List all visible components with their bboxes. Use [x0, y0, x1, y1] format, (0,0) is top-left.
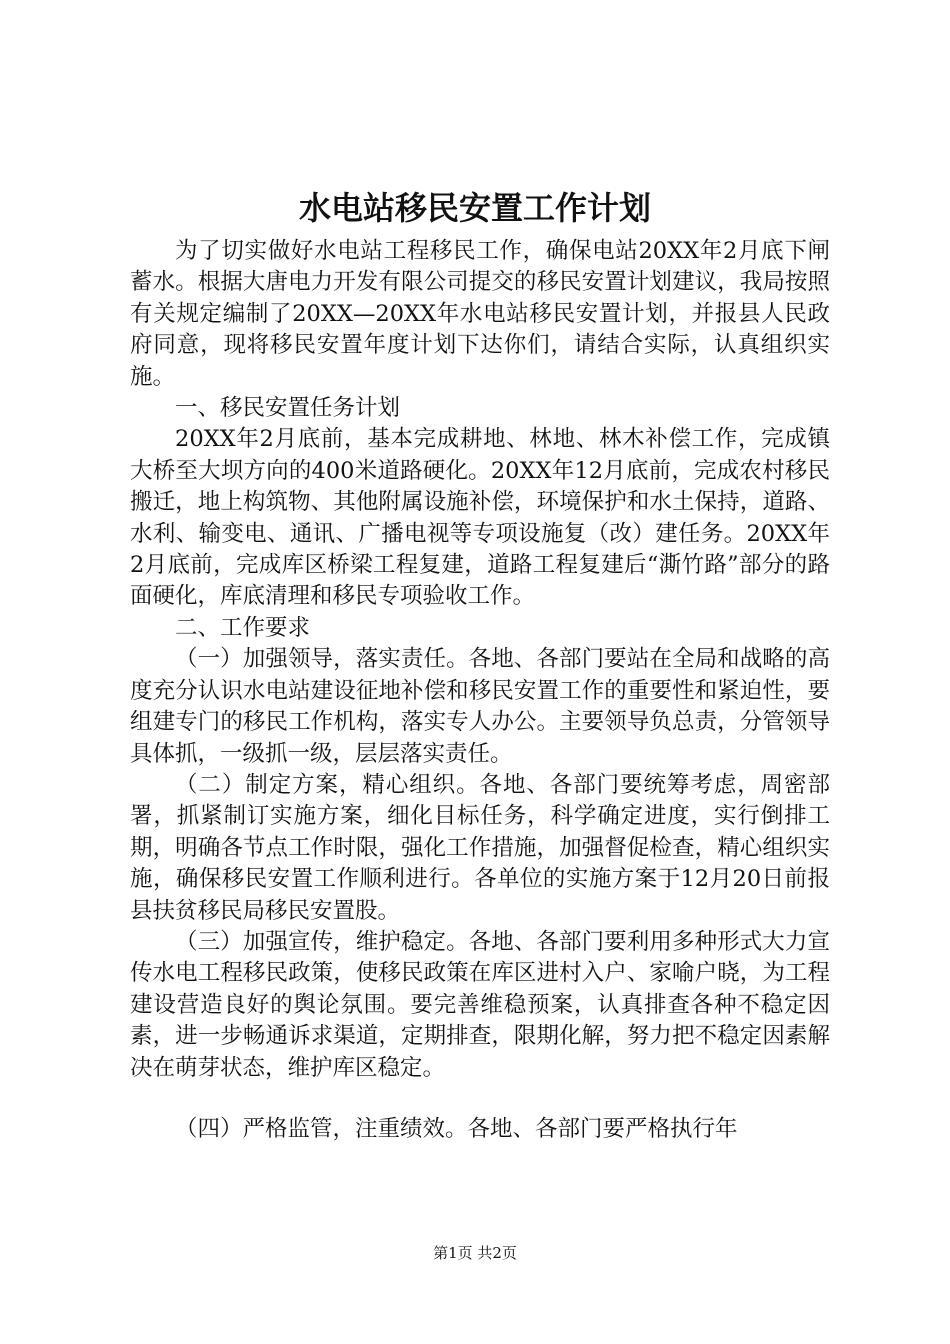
paragraph-requirement-3: （三）加强宣传，维护稳定。各地、各部门要利用多种形式大力宣传水电工程移民政策，使移民政策在库区进村入户、家喻户晓，为工程建设营造良好的舆论氛围。要完善维稳预案，认真排查各种不稳定因素，进一步畅通诉求渠道，定期排查，限期化解，努力把不稳定因素解决在萌芽状态，维护库区稳定。 [130, 928, 830, 1081]
paragraph-intro: 为了切实做好水电站工程移民工作，确保电站20XX年2月底下闸蓄水。根据大唐电力开发有限公司提交的移民安置计划建议，我局按照有关规定编制了20XX—20XX年水电站移民安置计划，并报县人民政府同意，现将移民安置年度计划下达你们，请结合实际，认真组织实施。 [130, 238, 830, 390]
paragraph-requirement-1: （一）加强领导，落实责任。各地、各部门要站在全局和战略的高度充分认识水电站建设征地补偿和移民安置工作的重要性和紧迫性，要组建专门的移民工作机构，落实专人办公。主要领导负总责，分管领导具体抓，一级抓一级，层层落实责任。 [130, 646, 830, 767]
paragraph-requirement-2: （二）制定方案，精心组织。各地、各部门要统筹考虑，周密部署，抓紧制订实施方案，细化目标任务，科学确定进度，实行倒排工期，明确各节点工作时限，强化工作措施，加强督促检查，精心组织实施，确保移民安置工作顺利进行。各单位的实施方案于12月20日前报县扶贫移民局移民安置股。 [130, 771, 830, 924]
paragraph-requirement-4: （四）严格监管，注重绩效。各地、各部门要严格执行年 [175, 1115, 738, 1142]
section-heading-2: 二、工作要求 [175, 614, 311, 641]
paragraph-task-plan: 20XX年2月底前，基本完成耕地、林地、林木补偿工作，完成镇大桥至大坝方向的400米道路硬化。20XX年12月底前，完成农村移民搬迁，地上构筑物、其他附属设施补偿，环境保护和水土保持，道路、水利、输变电、通讯、广播电视等专项设施复（改）建任务。20XX年2月底前，完成库区桥梁工程复建，道路工程复建后“澌竹路”部分的路面硬化，库底清理和移民专项验收工作。 [130, 426, 830, 610]
page-footer: 第1页 共2页 [433, 1244, 517, 1262]
document-body [130, 236, 830, 1145]
page-title: 水电站移民安置工作计划 [298, 189, 651, 227]
section-heading-1: 一、移民安置任务计划 [175, 395, 401, 422]
